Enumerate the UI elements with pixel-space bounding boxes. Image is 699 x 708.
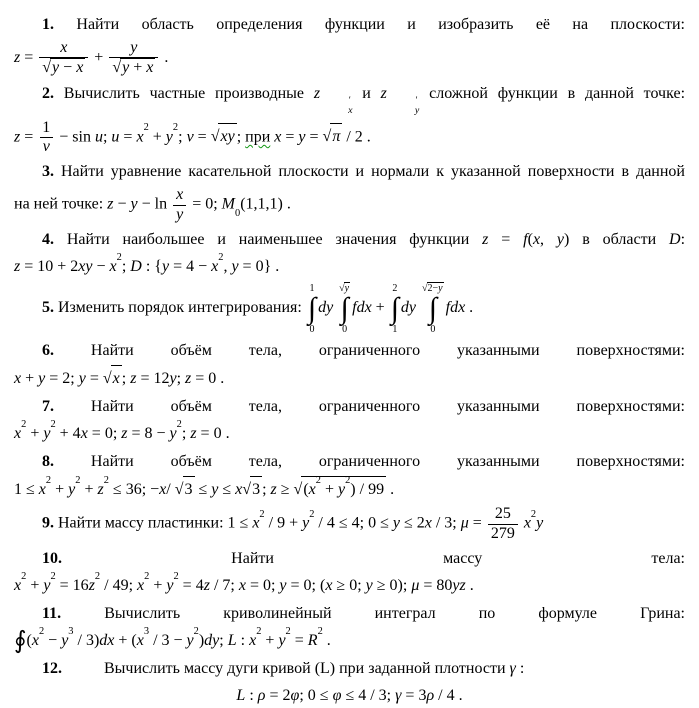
- problem-11: [0, 601, 699, 653]
- problem-line: 8. Найти объём тела, ограниченного указанными поверхностями:: [42, 453, 685, 471]
- problem-12: [0, 656, 699, 708]
- problem-line: z = $\frac{1}{v}$ − sin u; $u = x^2 + y^2$; v = √xy ; при x = y = √π / 2 .: [14, 118, 371, 155]
- problem-6: [0, 338, 699, 391]
- problem-line: 11. Вычислить криволинейный интеграл по формуле Грина:: [42, 604, 685, 622]
- problem-line: 10. Найти массу тела:: [42, 549, 685, 567]
- problem-line: 12. Вычислить массу дуги кривой (L) при заданной плотности γ :: [42, 659, 525, 677]
- problem-line: z = $\frac{x}{√y - x}$ + $\frac{y}{√y + x}$ .: [14, 39, 169, 77]
- problem-line: 9. Найти массу пластинки: $1 \le x^2 / 9 + y^2 / 4 \le 4$; 0 ≤ y ≤ 2x / 3; μ = $\frac{25}{279}$ $x^2y$: [42, 505, 544, 542]
- problem-line: $1 \le x^2 + y^2 + z^2 \le 36$; −x/ √3 ≤ y ≤ x√3 ; $z \ge √(x^2 + y^2) / 99$ .: [0, 476, 699, 502]
- problem-line: L : ρ = 2φ; 0 ≤ φ ≤ 4 / 3; γ = 3ρ / 4 .: [236, 686, 463, 704]
- problem-7: [0, 394, 699, 446]
- problem-1: [0, 12, 699, 78]
- problem-line: 3. Найти уравнение касательной плоскости и нормали к указанной поверхности в данной: [42, 163, 685, 181]
- problem-line: 5. Изменить порядок интегрирования: 1 ∫ 0 dy √y ∫ 0 fdx + 2 ∫ 1 dy √2−y ∫ 0 fdx .: [42, 282, 474, 336]
- problem-line: $∮(x^2 - y^3 / 3)dx + (x^3 / 3 - y^2)dy$; L : $x^2 + y^2 = R^2$ .: [14, 625, 331, 654]
- problem-line: x + y = 2; y = √x ; z = 12y; z = 0 .: [0, 365, 699, 391]
- problem-line: $z = 10 + 2xy - x^2$; D : {$y = 4 - x^2$, y = 0} .: [14, 252, 280, 276]
- problem-line: 7. Найти объём тела, ограниченного указанными поверхностями:: [42, 398, 685, 416]
- problem-line: $x^2 + y^2 + 4x = 0$; $z = 8 - y^2$; z = 0 .: [14, 419, 230, 443]
- problem-10: [0, 546, 699, 598]
- problem-2: [0, 81, 699, 157]
- problem-8: [0, 449, 699, 502]
- problem-9: [0, 505, 699, 543]
- problem-line: 1. Найти область определения функции и изобразить её на плоскости:: [42, 16, 685, 33]
- problem-4: [0, 227, 699, 279]
- problem-5: [0, 282, 699, 335]
- problem-line: 6. Найти объём тела, ограниченного указанными поверхностями:: [42, 342, 685, 360]
- problem-line: на ней точке: z − y − ln $\frac{x}{y}$ = 0; $M_0(1,1,1)$ .: [14, 186, 291, 223]
- problem-3: [0, 159, 699, 224]
- problem-line: $x^2 + y^2 = 16z^2 / 49$; $x^2 + y^2 = 4z / 7$; x = 0; y = 0; (x ≥ 0; y ≥ 0); μ = 80yz .: [14, 570, 474, 594]
- problem-line: 4. Найти наибольшее и наименьшее значения функции z = f(x, y) в области D:: [42, 231, 686, 249]
- problem-line: 2. Вычислить частные производные z ′ x и z ′ y сложной функции в данной точке:: [42, 84, 686, 117]
